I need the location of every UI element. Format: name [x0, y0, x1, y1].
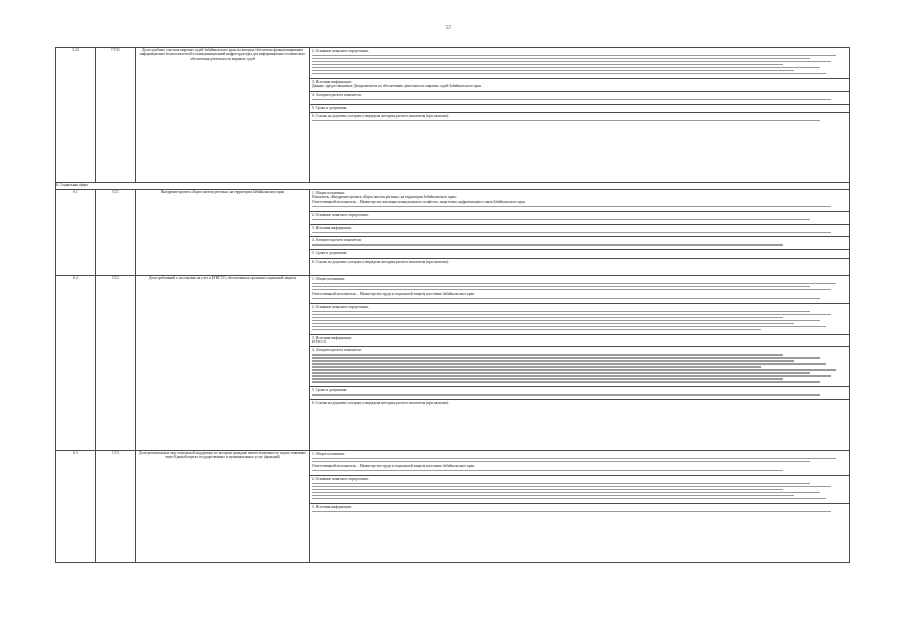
illegible-text-line [312, 55, 836, 56]
illegible-text-line [312, 58, 810, 59]
block-title: 3. Источник информации: [312, 79, 352, 84]
illegible-text-line [312, 369, 836, 370]
illegible-text-line [312, 206, 831, 207]
description-block [310, 476, 849, 504]
block-title: 1. Общие положения: [312, 191, 345, 195]
indicator-name: Доля требований о постановке на учет в ЕГИССО, обеспеченных органами социальной защиты [136, 276, 310, 451]
description-block [310, 79, 849, 92]
block-title: 4. Алгоритм расчета показателя: [312, 238, 362, 243]
block-title: 4. Алгоритм расчета показателя: [312, 348, 362, 353]
description-block [310, 113, 849, 125]
section-heading: 6. Социальная сфера [56, 183, 850, 190]
block-title: 5. Сроки и допущения: [312, 105, 348, 110]
block-title: 2. Основные понятия и определения: [312, 49, 369, 53]
block-title: 2. Основные понятия и определения: [312, 476, 369, 481]
illegible-text-line [312, 375, 831, 376]
indicator-description [310, 451, 850, 563]
row-number: 6.2 [56, 276, 96, 451]
illegible-text-line [312, 120, 820, 121]
description-block [310, 190, 849, 212]
illegible-text-line [312, 492, 820, 493]
block-title: 6. Ссылка на документ, которым утверждена методика расчета показателя (при наличии): [312, 259, 449, 264]
block-text-line: ЕГИССО. [312, 339, 328, 344]
illegible-text-line [312, 219, 810, 220]
block-text-line: Данные, предоставляемые Департаментом по обеспечению деятельности мировых судей Забайкальского края. [312, 84, 482, 89]
description-block [310, 451, 849, 476]
description-block [310, 48, 849, 79]
description-block [310, 335, 849, 348]
illegible-text-line [312, 317, 783, 318]
indicator-code: ГУ23 [96, 48, 136, 183]
illegible-text-line [312, 495, 794, 496]
block-text-line: Показатель «Внедрение проекта «Карта жителя региона» на территории Забайкальского края» [312, 195, 457, 200]
illegible-text-line [312, 320, 820, 321]
illegible-text-line [312, 329, 761, 330]
description-block [310, 237, 849, 250]
illegible-text-line [312, 366, 761, 367]
illegible-text-line [312, 363, 826, 364]
illegible-text-line [312, 73, 826, 74]
description-block [310, 276, 849, 304]
illegible-text-line [312, 354, 783, 355]
block-title: 6. Ссылка на документ, которым утверждена методика расчета показателя (при наличии): [312, 113, 449, 118]
illegible-text-line [312, 470, 783, 471]
indicator-name: Доля судебных участков мировых судей Забайкальского края, на которых обеспечено функционирование информационно-технологической и коммуникационной инфраструктуры для информационно-технического обеспечения деятельности мировых судей [136, 48, 310, 183]
indicator-description [310, 276, 850, 451]
illegible-text-line [312, 311, 810, 312]
description-block [310, 250, 849, 258]
block-title: 4. Алгоритм расчета показателя: [312, 92, 362, 97]
illegible-text-line [312, 372, 810, 373]
illegible-text-line [312, 61, 831, 62]
table-row [56, 190, 850, 276]
illegible-text-line [312, 314, 831, 315]
block-text-line: Ответственный исполнитель – Министерство труда и социальной защиты населения Забайкальского края. [312, 463, 475, 468]
description-block [310, 212, 849, 225]
block-title: 2. Основные понятия и определения: [312, 212, 369, 217]
block-title: 5. Сроки и допущения: [312, 251, 348, 256]
illegible-text-line [312, 67, 820, 68]
table-row [56, 48, 850, 183]
illegible-text-line [312, 483, 810, 484]
illegible-text-line [312, 64, 783, 65]
description-block [310, 504, 849, 516]
illegible-text-line [312, 360, 794, 361]
indicator-code: СС3 [96, 451, 136, 563]
block-title: 3. Источник информации: [312, 504, 352, 509]
section-row [56, 183, 850, 190]
block-title: 1. Общие положения: [312, 452, 345, 456]
block-title: 6. Ссылка на документ, которым утверждена методика расчета показателя (при наличии): [312, 401, 449, 405]
illegible-text-line [312, 70, 794, 71]
block-text-line: Ответственный исполнитель – Министерство труда и социальной защиты населения Забайкальского края. [312, 291, 475, 296]
indicator-code: СС2 [96, 276, 136, 451]
illegible-text-line [312, 357, 820, 358]
illegible-text-line [312, 289, 831, 290]
description-block [310, 400, 849, 407]
illegible-text-line [312, 381, 820, 382]
illegible-text-line [312, 378, 783, 379]
indicator-methodology-table [55, 47, 850, 563]
description-block [310, 259, 849, 266]
description-block [310, 347, 849, 387]
block-title: 5. Сроки и допущения: [312, 388, 348, 393]
description-block [310, 387, 849, 400]
description-block [310, 105, 849, 113]
block-text-line: Ответственный исполнитель – Министерство жилищно-коммунального хозяйства, энергетики, цифровизации и связи Забайкальского края. [312, 199, 526, 204]
illegible-text-line [312, 298, 820, 299]
illegible-text-line [312, 486, 831, 487]
table-row [56, 451, 850, 563]
description-block [310, 225, 849, 238]
illegible-text-line [312, 489, 783, 490]
illegible-text-line [312, 286, 810, 287]
page-number: 57 [446, 26, 451, 31]
illegible-text-line [312, 283, 836, 284]
table-row [56, 276, 850, 451]
illegible-text-line [312, 511, 831, 512]
indicator-name: Внедрение проекта «Карта жителя региона» на территории Забайкальского края [136, 190, 310, 276]
illegible-text-line [312, 394, 820, 395]
block-title: 1. Общие положения: [312, 277, 345, 281]
illegible-text-line [312, 244, 783, 245]
illegible-text-line [312, 99, 831, 100]
description-block [310, 304, 849, 335]
row-number: 6.1 [56, 190, 96, 276]
indicator-description [310, 190, 850, 276]
indicator-code: СС1 [96, 190, 136, 276]
block-title: 2. Основные понятия и определения: [312, 304, 369, 309]
description-block [310, 92, 849, 105]
indicator-description [310, 48, 850, 183]
illegible-text-line [312, 326, 826, 327]
row-number: 6.3 [56, 451, 96, 563]
illegible-text-line [312, 498, 826, 499]
row-number: 5.23 [56, 48, 96, 183]
indicator-name: Доля региональных мер социальной поддержки, по которым граждане имеют возможность подать заявление через Единый портал государственных и муниципальных услуг (функций) [136, 451, 310, 563]
illegible-text-line [312, 458, 836, 459]
illegible-text-line [312, 461, 810, 462]
illegible-text-line [312, 232, 831, 233]
block-title: 3. Источник информации: [312, 225, 352, 230]
illegible-text-line [312, 323, 794, 324]
block-title: 3. Источник информации: [312, 335, 352, 340]
